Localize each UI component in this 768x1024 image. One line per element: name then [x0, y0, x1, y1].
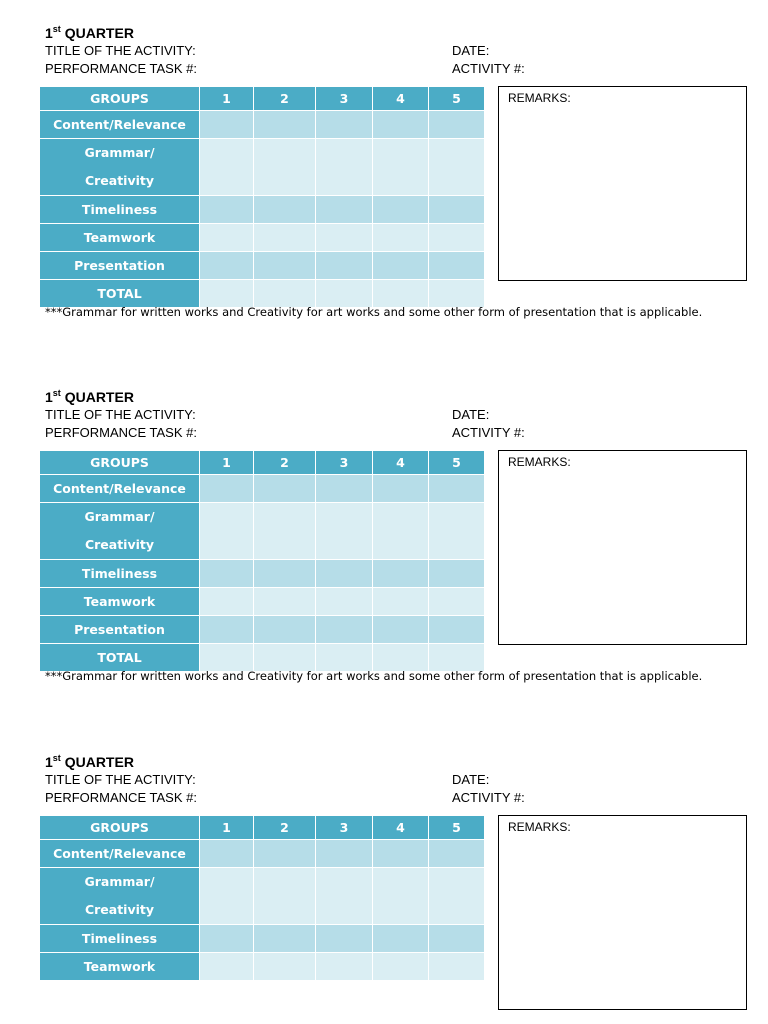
score-cell[interactable] — [373, 503, 429, 560]
group-1-header: 1 — [200, 451, 254, 475]
score-cell[interactable] — [316, 196, 373, 224]
score-cell[interactable] — [254, 840, 316, 868]
score-cell[interactable] — [429, 503, 485, 560]
score-cell[interactable] — [373, 252, 429, 280]
score-cell[interactable] — [373, 111, 429, 139]
score-cell[interactable] — [316, 644, 373, 672]
activity-number-label: ACTIVITY #: — [452, 61, 525, 76]
remarks-box[interactable] — [498, 815, 747, 1010]
score-cell[interactable] — [429, 475, 485, 503]
date-label: DATE: — [452, 772, 490, 787]
score-cell[interactable] — [254, 560, 316, 588]
score-cell[interactable] — [200, 616, 254, 644]
score-cell[interactable] — [254, 139, 316, 196]
score-cell[interactable] — [316, 475, 373, 503]
group-1-header: 1 — [200, 87, 254, 111]
score-cell[interactable] — [429, 616, 485, 644]
rubric-table — [39, 450, 485, 672]
remarks-box[interactable] — [498, 450, 747, 645]
score-cell[interactable] — [429, 953, 485, 981]
score-cell[interactable] — [316, 503, 373, 560]
rubric-table — [39, 86, 485, 308]
title-of-activity-label: TITLE OF THE ACTIVITY: — [45, 407, 196, 422]
score-cell[interactable] — [200, 252, 254, 280]
remarks-box[interactable] — [498, 86, 747, 281]
score-cell[interactable] — [316, 840, 373, 868]
score-cell[interactable] — [429, 196, 485, 224]
score-cell[interactable] — [373, 224, 429, 252]
score-cell[interactable] — [373, 280, 429, 308]
score-cell[interactable] — [373, 868, 429, 925]
score-cell[interactable] — [429, 840, 485, 868]
criterion-timeliness: Timeliness — [40, 196, 200, 224]
score-cell[interactable] — [254, 280, 316, 308]
footnote: ***Grammar for written works and Creativity for art works and some other form of presentation that is applicable. — [45, 669, 703, 683]
remarks-label: REMARKS: — [508, 820, 571, 834]
table-row — [40, 925, 485, 953]
score-cell[interactable] — [316, 925, 373, 953]
creativity-label: Creativity — [84, 902, 155, 917]
performance-task-label: PERFORMANCE TASK #: — [45, 790, 197, 805]
group-1-header: 1 — [200, 816, 254, 840]
score-cell[interactable] — [429, 560, 485, 588]
score-cell[interactable] — [200, 560, 254, 588]
performance-task-label: PERFORMANCE TASK #: — [45, 425, 197, 440]
group-3-header: 3 — [316, 451, 373, 475]
title-of-activity-label: TITLE OF THE ACTIVITY: — [45, 43, 196, 58]
table-row — [40, 616, 485, 644]
table-row — [40, 111, 485, 139]
total-label: TOTAL — [40, 644, 200, 672]
table-row — [40, 953, 485, 981]
score-cell[interactable] — [254, 588, 316, 616]
score-cell[interactable] — [373, 925, 429, 953]
table-row — [40, 560, 485, 588]
creativity-label: Creativity — [84, 173, 155, 188]
score-cell[interactable] — [373, 616, 429, 644]
score-cell[interactable] — [429, 925, 485, 953]
table-row — [40, 503, 485, 560]
score-cell[interactable] — [373, 139, 429, 196]
table-row — [40, 280, 485, 308]
table-row — [40, 196, 485, 224]
score-cell[interactable] — [316, 111, 373, 139]
score-cell[interactable] — [316, 224, 373, 252]
score-cell[interactable] — [254, 953, 316, 981]
score-cell[interactable] — [373, 196, 429, 224]
activity-number-label: ACTIVITY #: — [452, 790, 525, 805]
footnote: ***Grammar for written works and Creativity for art works and some other form of presentation that is applicable. — [45, 305, 703, 319]
score-cell[interactable] — [254, 196, 316, 224]
criterion-teamwork: Teamwork — [40, 953, 200, 981]
score-cell[interactable] — [373, 588, 429, 616]
criterion-grammar-creativity — [40, 868, 200, 925]
table-row — [40, 252, 485, 280]
score-cell[interactable] — [429, 139, 485, 196]
group-3-header: 3 — [316, 816, 373, 840]
header-row — [40, 451, 485, 475]
criterion-teamwork: Teamwork — [40, 588, 200, 616]
table-row — [40, 840, 485, 868]
score-cell[interactable] — [373, 560, 429, 588]
grammar-label: Grammar/ — [84, 874, 155, 889]
remarks-label: REMARKS: — [508, 91, 571, 105]
score-cell[interactable] — [200, 475, 254, 503]
score-cell[interactable] — [316, 139, 373, 196]
score-cell[interactable] — [316, 868, 373, 925]
criterion-grammar-creativity — [40, 139, 200, 196]
score-cell[interactable] — [373, 644, 429, 672]
group-4-header: 4 — [373, 87, 429, 111]
score-cell[interactable] — [200, 503, 254, 560]
creativity-label: Creativity — [84, 537, 155, 552]
score-cell[interactable] — [200, 644, 254, 672]
groups-header: GROUPS — [40, 87, 200, 111]
score-cell[interactable] — [373, 475, 429, 503]
score-cell[interactable] — [429, 588, 485, 616]
quarter-heading: 1st QUARTER — [45, 753, 134, 770]
groups-header: GROUPS — [40, 451, 200, 475]
rubric-table — [39, 815, 485, 981]
quarter-heading: 1st QUARTER — [45, 24, 134, 41]
criterion-content-relevance: Content/Relevance — [40, 475, 200, 503]
score-cell[interactable] — [200, 925, 254, 953]
score-cell[interactable] — [254, 644, 316, 672]
score-cell[interactable] — [429, 111, 485, 139]
score-cell[interactable] — [200, 953, 254, 981]
score-cell[interactable] — [200, 224, 254, 252]
group-5-header: 5 — [429, 87, 485, 111]
score-cell[interactable] — [254, 475, 316, 503]
score-cell[interactable] — [316, 252, 373, 280]
group-4-header: 4 — [373, 816, 429, 840]
score-cell[interactable] — [200, 280, 254, 308]
header-row — [40, 816, 485, 840]
score-cell[interactable] — [200, 139, 254, 196]
table-row — [40, 644, 485, 672]
performance-task-label: PERFORMANCE TASK #: — [45, 61, 197, 76]
criterion-teamwork: Teamwork — [40, 224, 200, 252]
score-cell[interactable] — [254, 252, 316, 280]
grammar-label: Grammar/ — [84, 509, 155, 524]
score-cell[interactable] — [373, 840, 429, 868]
score-cell[interactable] — [316, 588, 373, 616]
score-cell[interactable] — [200, 868, 254, 925]
criterion-content-relevance: Content/Relevance — [40, 840, 200, 868]
total-label: TOTAL — [40, 280, 200, 308]
score-cell[interactable] — [200, 111, 254, 139]
rubric-section-1 — [0, 25, 768, 325]
score-cell[interactable] — [429, 644, 485, 672]
table-row — [40, 588, 485, 616]
criterion-presentation: Presentation — [40, 252, 200, 280]
criterion-grammar-creativity — [40, 503, 200, 560]
group-2-header: 2 — [254, 87, 316, 111]
score-cell[interactable] — [254, 925, 316, 953]
rubric-section-3 — [0, 754, 768, 1024]
group-2-header: 2 — [254, 816, 316, 840]
score-cell[interactable] — [200, 840, 254, 868]
score-cell[interactable] — [429, 252, 485, 280]
header-row — [40, 87, 485, 111]
group-5-header: 5 — [429, 816, 485, 840]
score-cell[interactable] — [429, 280, 485, 308]
quarter-heading: 1st QUARTER — [45, 388, 134, 405]
score-cell[interactable] — [200, 588, 254, 616]
grammar-label: Grammar/ — [84, 145, 155, 160]
score-cell[interactable] — [316, 560, 373, 588]
group-2-header: 2 — [254, 451, 316, 475]
group-3-header: 3 — [316, 87, 373, 111]
group-4-header: 4 — [373, 451, 429, 475]
criterion-timeliness: Timeliness — [40, 925, 200, 953]
score-cell[interactable] — [373, 953, 429, 981]
group-5-header: 5 — [429, 451, 485, 475]
table-row — [40, 139, 485, 196]
criterion-presentation: Presentation — [40, 616, 200, 644]
score-cell[interactable] — [254, 503, 316, 560]
criterion-content-relevance: Content/Relevance — [40, 111, 200, 139]
score-cell[interactable] — [316, 616, 373, 644]
score-cell[interactable] — [429, 868, 485, 925]
table-row — [40, 475, 485, 503]
score-cell[interactable] — [200, 196, 254, 224]
score-cell[interactable] — [316, 953, 373, 981]
title-of-activity-label: TITLE OF THE ACTIVITY: — [45, 772, 196, 787]
score-cell[interactable] — [254, 224, 316, 252]
table-row — [40, 224, 485, 252]
date-label: DATE: — [452, 43, 490, 58]
score-cell[interactable] — [254, 616, 316, 644]
score-cell[interactable] — [429, 224, 485, 252]
score-cell[interactable] — [254, 111, 316, 139]
remarks-label: REMARKS: — [508, 455, 571, 469]
table-row — [40, 868, 485, 925]
score-cell[interactable] — [254, 868, 316, 925]
criterion-timeliness: Timeliness — [40, 560, 200, 588]
date-label: DATE: — [452, 407, 490, 422]
activity-number-label: ACTIVITY #: — [452, 425, 525, 440]
rubric-section-2 — [0, 389, 768, 689]
groups-header: GROUPS — [40, 816, 200, 840]
score-cell[interactable] — [316, 280, 373, 308]
